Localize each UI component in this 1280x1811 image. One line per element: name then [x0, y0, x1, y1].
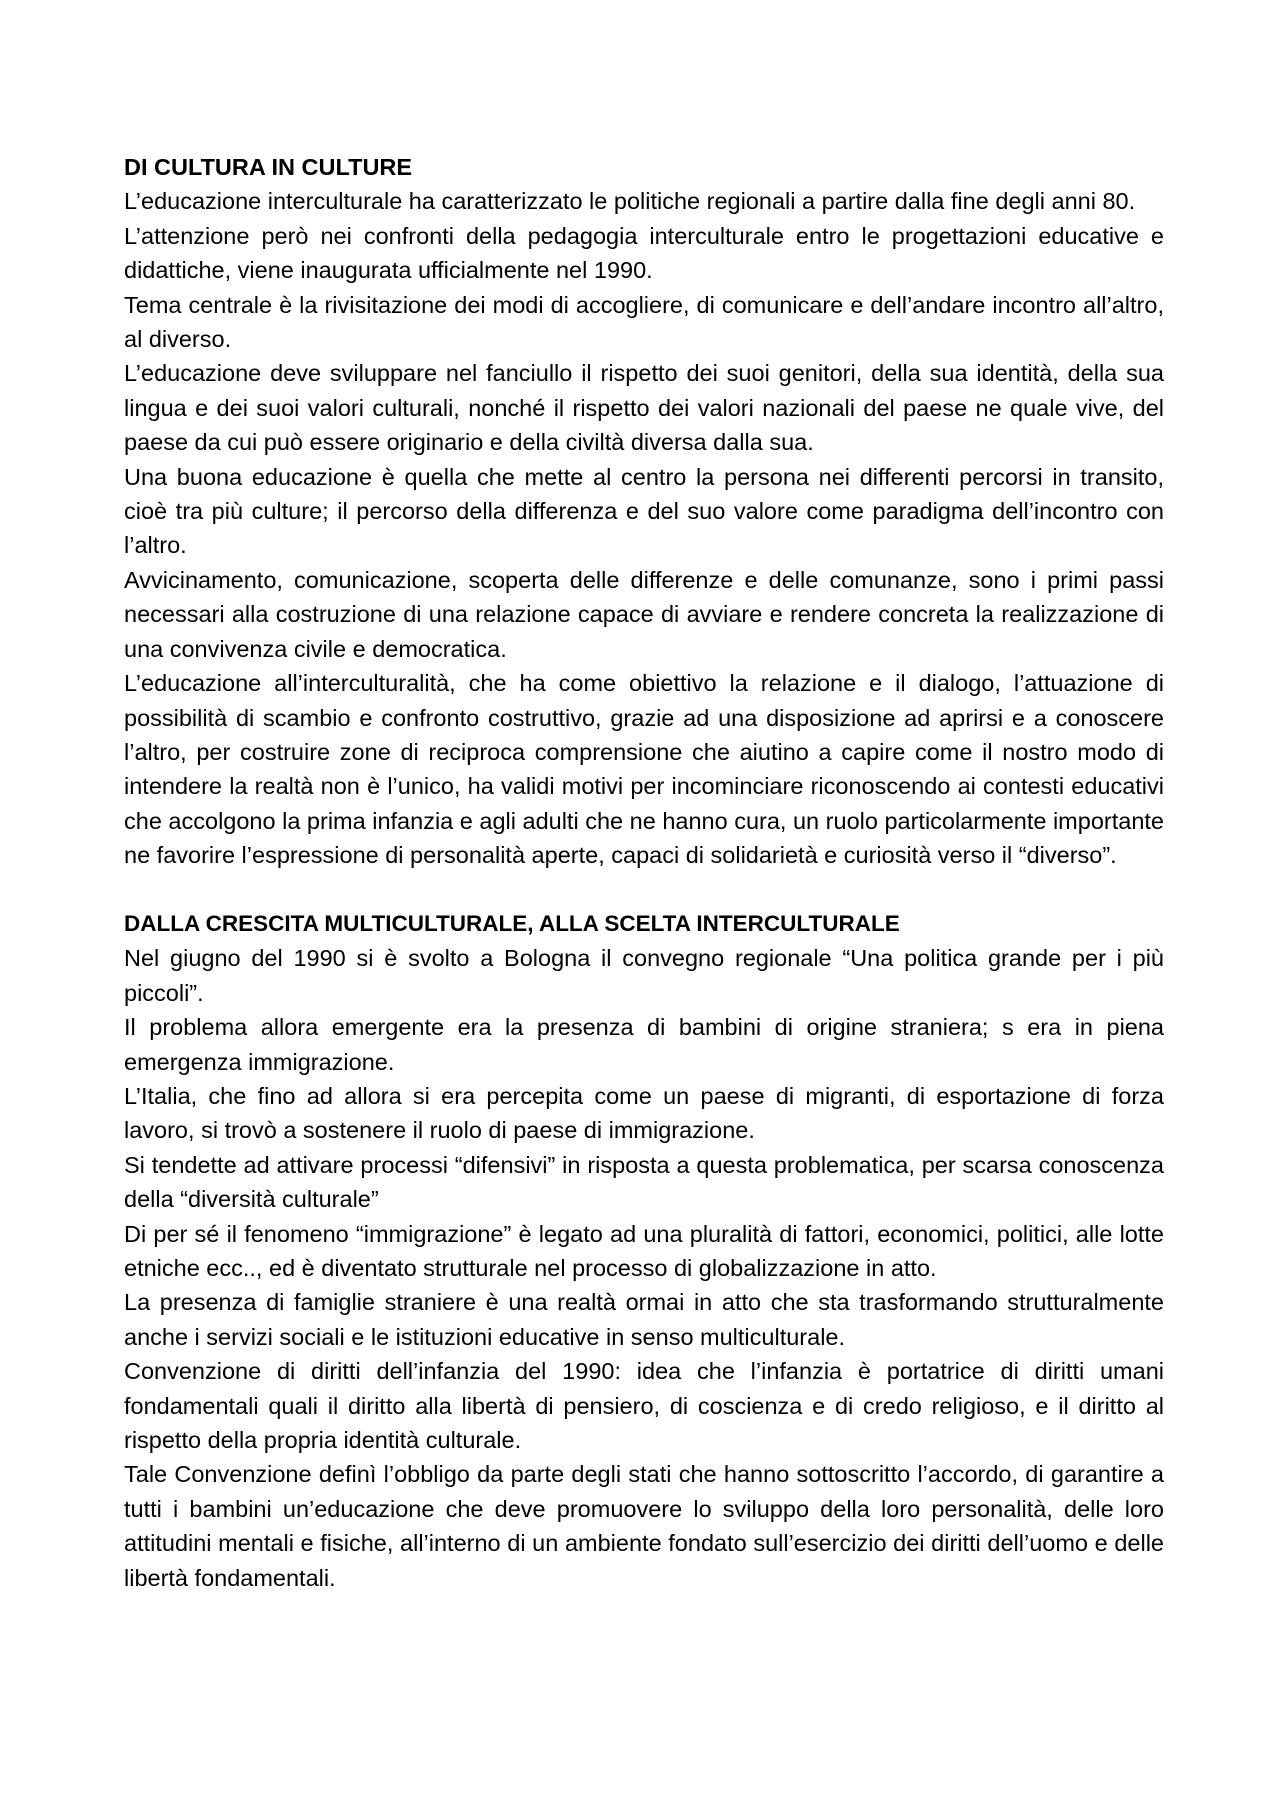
paragraph: L’educazione deve sviluppare nel fanciullo il rispetto dei suoi genitori, della sua identità, della sua lingua e dei suoi valori culturali, nonché il rispetto dei valori nazionali del paese ne quale vive, del paese da cui può essere originario e della civiltà diversa dalla sua. — [124, 360, 1164, 456]
paragraph: L’educazione interculturale ha caratterizzato le politiche regionali a partire dalla fine degli anni 80. — [124, 188, 1136, 215]
section-di-cultura-in-culture — [124, 150, 1164, 873]
paragraph: L’Italia, che fino ad allora si era percepita come un paese di migranti, di esportazione di forza lavoro, si trovò a sostenere il ruolo di paese di immigrazione. — [124, 1082, 1164, 1144]
document-body — [124, 150, 1164, 1595]
paragraph: Si tendette ad attivare processi “difensivi” in risposta a questa problematica, per scarsa conoscenza della “diversità culturale” — [124, 1151, 1164, 1213]
paragraph: Convenzione di diritti dell’infanzia del 1990: idea che l’infanzia è portatrice di diritti umani fondamentali quali il diritto alla libertà di pensiero, di coscienza e di credo religioso, e il diritto al rispetto della propria identità culturale. — [124, 1358, 1164, 1454]
paragraph: L’educazione all’interculturalità, che ha come obiettivo la relazione e il dialogo, l’attuazione di possibilità di scambio e confronto costruttivo, grazie ad una disposizione ad aprirsi e a conoscere l’altro, per costruire zone di reciproca comprensione che aiutino a capire come il nostro modo di intendere la realtà non è l’unico, ha validi motivi per incominciare riconoscendo ai contesti educativi che accolgono la prima infanzia e agli adulti che ne hanno cura, un ruolo particolarmente importante ne favorire l’espressione di personalità aperte, capaci di solidarietà e curiosità verso il “diverso”. — [124, 670, 1164, 869]
section-dalla-crescita-multiculturale — [124, 907, 1164, 1595]
paragraph: Il problema allora emergente era la presenza di bambini di origine straniera; s era in piena emergenza immigrazione. — [124, 1014, 1164, 1075]
section-heading: DI CULTURA IN CULTURE — [124, 154, 413, 180]
paragraph: Di per sé il fenomeno “immigrazione” è legato ad una pluralità di fattori, economici, politici, alle lotte etniche ecc.., ed è diventato strutturale nel processo di globalizzazione in atto. — [124, 1220, 1164, 1281]
paragraph: Una buona educazione è quella che mette al centro la persona nei differenti percorsi in transito, cioè tra più culture; il percorso della differenza e del suo valore come paradigma dell’incontro con l’altro. — [124, 463, 1164, 559]
paragraph: Tema centrale è la rivisitazione dei modi di accogliere, di comunicare e dell’andare incontro all’altro, al diverso. — [124, 291, 1164, 353]
paragraph: Tale Convenzione definì l’obbligo da parte degli stati che hanno sottoscritto l’accordo, di garantire a tutti i bambini un’educazione che deve promuovere lo sviluppo della loro personalità, delle loro attitudini mentali e fisiche, all’interno di un ambiente fondato sull’esercizio dei diritti dell’uomo e delle libertà fondamentali. — [124, 1461, 1164, 1591]
paragraph: La presenza di famiglie straniere è una realtà ormai in atto che sta trasformando strutturalmente anche i servizi sociali e le istituzioni educative in senso multiculturale. — [124, 1289, 1164, 1350]
paragraph: Avvicinamento, comunicazione, scoperta delle differenze e delle comunanze, sono i primi passi necessari alla costruzione di una relazione capace di avviare e rendere concreta la realizzazione di una convivenza civile e democratica. — [124, 566, 1164, 662]
section-heading: DALLA CRESCITA MULTICULTURALE, ALLA SCELTA INTERCULTURALE — [124, 910, 900, 936]
paragraph: Nel giugno del 1990 si è svolto a Bologna il convegno regionale “Una politica grande per i più piccoli”. — [124, 945, 1164, 1006]
paragraph: L’attenzione però nei confronti della pedagogia interculturale entro le progettazioni educative e didattiche, viene inaugurata ufficialmente nel 1990. — [124, 222, 1164, 284]
